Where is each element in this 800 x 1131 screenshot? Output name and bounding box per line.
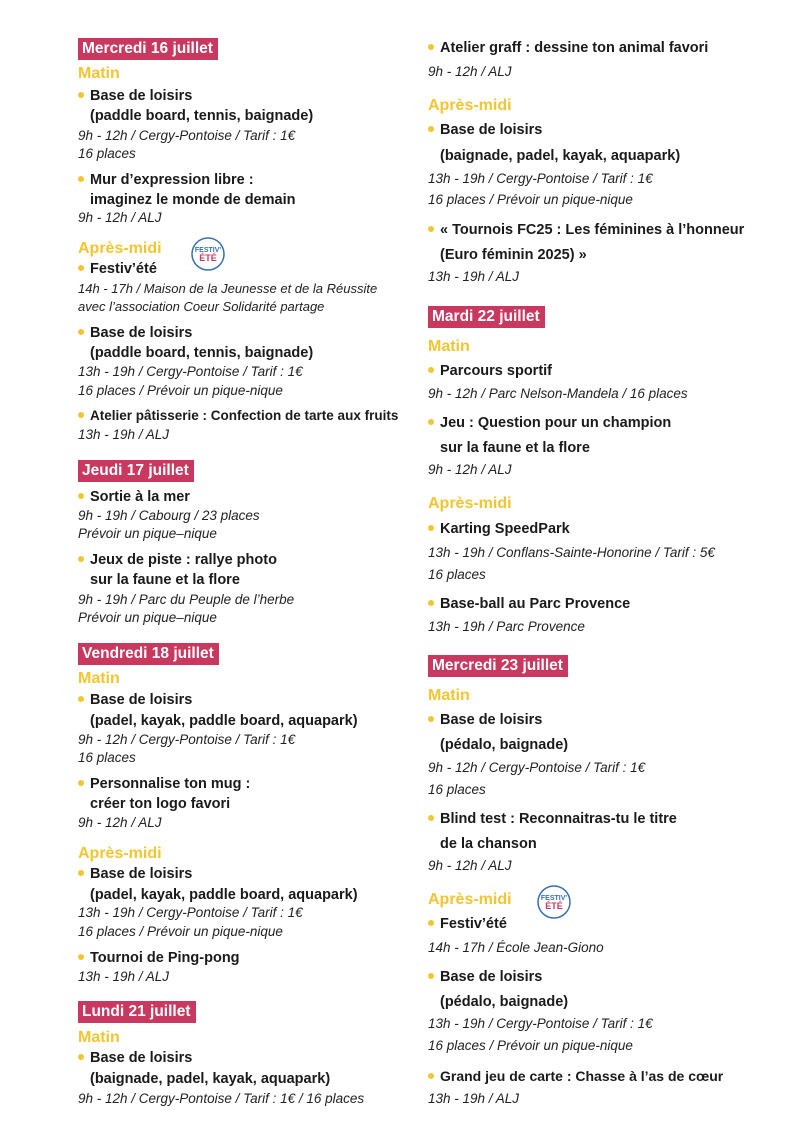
activity-title: Atelier graff : dessine ton animal favori xyxy=(428,38,708,58)
svg-text:FESTIV': FESTIV' xyxy=(540,895,568,902)
activity-info: 16 places / Prévoir un pique-nique xyxy=(428,192,633,207)
activity-detail: (paddle board, tennis, baignade) xyxy=(90,345,314,361)
activity-detail: créer ton logo favori xyxy=(90,796,231,812)
activity-title: Base de loisirs xyxy=(78,690,192,710)
activity-info: 13h - 19h / Cergy-Pontoise / Tarif : 1€ xyxy=(78,905,303,920)
bullet-icon xyxy=(78,92,84,98)
svg-text:ÉTÉ: ÉTÉ xyxy=(199,253,217,263)
day-header-wed16: Mercredi 16 juillet xyxy=(78,38,218,60)
activity-detail: de la chanson xyxy=(440,836,537,852)
activity-detail: (Euro féminin 2025) » xyxy=(440,247,587,263)
activity-info: 9h - 12h / ALJ xyxy=(78,210,162,225)
bullet-icon xyxy=(428,600,434,606)
activity-info: 16 places / Prévoir un pique-nique xyxy=(78,924,283,939)
bullet-icon xyxy=(78,1054,84,1060)
activity-info: 16 places / Prévoir un pique-nique xyxy=(78,383,283,398)
activity-info: 16 places xyxy=(78,146,136,161)
activity-info: 16 places / Prévoir un pique-nique xyxy=(428,1038,633,1053)
bullet-icon xyxy=(428,716,434,722)
activity-title: Base de loisirs xyxy=(78,323,192,343)
activity-title: Blind test : Reconnaitras-tu le titre xyxy=(428,809,677,829)
bullet-icon xyxy=(78,329,84,335)
activity-detail: (baignade, padel, kayak, aquapark) xyxy=(90,1071,331,1087)
activity-info: avec l’association Coeur Solidarité partage xyxy=(78,299,325,314)
activity-title: Base de loisirs xyxy=(428,967,542,987)
activity-info: Prévoir un pique–nique xyxy=(78,526,217,541)
activity-info: 9h - 12h / ALJ xyxy=(428,462,512,477)
activity-info: 9h - 12h / Cergy-Pontoise / Tarif : 1€ xyxy=(78,732,296,747)
activity-title: Karting SpeedPark xyxy=(428,519,570,539)
svg-text:ÉTÉ: ÉTÉ xyxy=(545,901,563,911)
period-afternoon: Après-midi xyxy=(428,97,512,114)
activity-detail: (padel, kayak, paddle board, aquapark) xyxy=(90,887,358,903)
day-header-mon21: Lundi 21 juillet xyxy=(78,1001,196,1023)
activity-detail: (pédalo, baignade) xyxy=(440,737,569,753)
svg-text:FESTIV': FESTIV' xyxy=(194,247,222,254)
activity-title: Jeu : Question pour un champion xyxy=(428,413,671,433)
bullet-icon xyxy=(428,920,434,926)
period-morning: Matin xyxy=(78,65,120,82)
day-header-wed23: Mercredi 23 juillet xyxy=(428,655,568,677)
activity-title: Base de loisirs xyxy=(78,1048,192,1068)
activity-detail: (pédalo, baignade) xyxy=(440,994,569,1010)
activity-title: Parcours sportif xyxy=(428,361,552,381)
activity-info: 9h - 12h / ALJ xyxy=(428,64,512,79)
activity-title: Base-ball au Parc Provence xyxy=(428,594,630,614)
period-morning: Matin xyxy=(428,687,470,704)
activity-info: 16 places xyxy=(428,567,486,582)
bullet-icon xyxy=(78,493,84,499)
day-header-thu17: Jeudi 17 juillet xyxy=(78,460,194,482)
bullet-icon xyxy=(428,44,434,50)
bullet-icon xyxy=(428,367,434,373)
activity-detail: imaginez le monde de demain xyxy=(90,192,296,208)
activity-info: 14h - 17h / Maison de la Jeunesse et de la Réussite xyxy=(78,281,378,296)
activity-info: 9h - 12h / ALJ xyxy=(428,858,512,873)
bullet-icon xyxy=(428,419,434,425)
activity-info: 9h - 12h / Cergy-Pontoise / Tarif : 1€ xyxy=(78,128,296,143)
activity-title: Base de loisirs xyxy=(428,710,542,730)
bullet-icon xyxy=(428,973,434,979)
activity-info: 13h - 19h / ALJ xyxy=(78,427,170,442)
bullet-icon xyxy=(428,126,434,132)
bullet-icon xyxy=(428,1073,434,1079)
activity-info: 13h - 19h / ALJ xyxy=(78,969,170,984)
activity-detail: (paddle board, tennis, baignade) xyxy=(90,108,314,124)
activity-detail: sur la faune et la flore xyxy=(440,440,590,456)
bullet-icon xyxy=(78,870,84,876)
bullet-icon xyxy=(78,556,84,562)
activity-title: Mur d’expression libre : xyxy=(78,170,254,190)
activity-info: 13h - 19h / Cergy-Pontoise / Tarif : 1€ xyxy=(428,1016,653,1031)
activity-info: 13h - 19h / ALJ xyxy=(428,269,520,284)
bullet-icon xyxy=(428,525,434,531)
activity-info: 16 places xyxy=(428,782,486,797)
period-morning: Matin xyxy=(78,1029,120,1046)
activity-title: Festiv’été xyxy=(428,914,507,934)
activity-title: Atelier pâtisserie : Confection de tarte aux fruits xyxy=(78,406,398,426)
activity-info: 9h - 19h / Cabourg / 23 places xyxy=(78,508,260,523)
activity-info: 13h - 19h / Cergy-Pontoise / Tarif : 1€ xyxy=(78,364,303,379)
period-morning: Matin xyxy=(428,338,470,355)
activity-title: Sortie à la mer xyxy=(78,487,190,507)
activity-title: Tournoi de Ping-pong xyxy=(78,948,240,968)
activity-info: 9h - 12h / Cergy-Pontoise / Tarif : 1€ / 16 places xyxy=(78,1091,365,1106)
day-header-fri18: Vendredi 18 juillet xyxy=(78,643,219,665)
bullet-icon xyxy=(78,265,84,271)
activity-title: Festiv’été xyxy=(78,259,157,279)
activity-title: Base de loisirs xyxy=(428,120,542,140)
bullet-icon xyxy=(78,696,84,702)
activity-info: Prévoir un pique–nique xyxy=(78,610,217,625)
bullet-icon xyxy=(78,780,84,786)
activity-info: 13h - 19h / Parc Provence xyxy=(428,619,585,634)
bullet-icon xyxy=(78,176,84,182)
activity-detail: (padel, kayak, paddle board, aquapark) xyxy=(90,713,358,729)
period-afternoon: Après-midi xyxy=(78,845,162,862)
activity-info: 13h - 19h / Cergy-Pontoise / Tarif : 1€ xyxy=(428,171,653,186)
activity-detail: (baignade, padel, kayak, aquapark) xyxy=(440,148,681,164)
activity-info: 13h - 19h / Conflans-Sainte-Honorine / Tarif : 5€ xyxy=(428,545,715,560)
bullet-icon xyxy=(428,226,434,232)
activity-title: Grand jeu de carte : Chasse à l’as de cœur xyxy=(428,1066,723,1086)
activity-title: Base de loisirs xyxy=(78,86,192,106)
bullet-icon xyxy=(428,815,434,821)
period-morning: Matin xyxy=(78,670,120,687)
period-afternoon: Après-midi xyxy=(428,495,512,512)
activity-info: 9h - 12h / Parc Nelson-Mandela / 16 places xyxy=(428,386,688,401)
activity-title: « Tournois FC25 : Les féminines à l’honneur xyxy=(428,220,744,240)
festiv-ete-logo-icon xyxy=(190,236,226,272)
activity-detail: sur la faune et la flore xyxy=(90,572,240,588)
activity-title: Jeux de piste : rallye photo xyxy=(78,550,277,570)
period-afternoon: Après-midi xyxy=(78,240,162,257)
festiv-ete-logo-icon xyxy=(536,884,572,920)
activity-title: Personnalise ton mug : xyxy=(78,774,250,794)
activity-info: 9h - 12h / Cergy-Pontoise / Tarif : 1€ xyxy=(428,760,646,775)
activity-info: 16 places xyxy=(78,750,136,765)
activity-info: 9h - 19h / Parc du Peuple de l’herbe xyxy=(78,592,295,607)
period-afternoon: Après-midi xyxy=(428,891,512,908)
bullet-icon xyxy=(78,954,84,960)
bullet-icon xyxy=(78,412,84,418)
activity-info: 14h - 17h / École Jean-Giono xyxy=(428,940,604,955)
day-header-tue22: Mardi 22 juillet xyxy=(428,306,545,328)
activity-info: 9h - 12h / ALJ xyxy=(78,815,162,830)
activity-info: 13h - 19h / ALJ xyxy=(428,1091,520,1106)
activity-title: Base de loisirs xyxy=(78,864,192,884)
